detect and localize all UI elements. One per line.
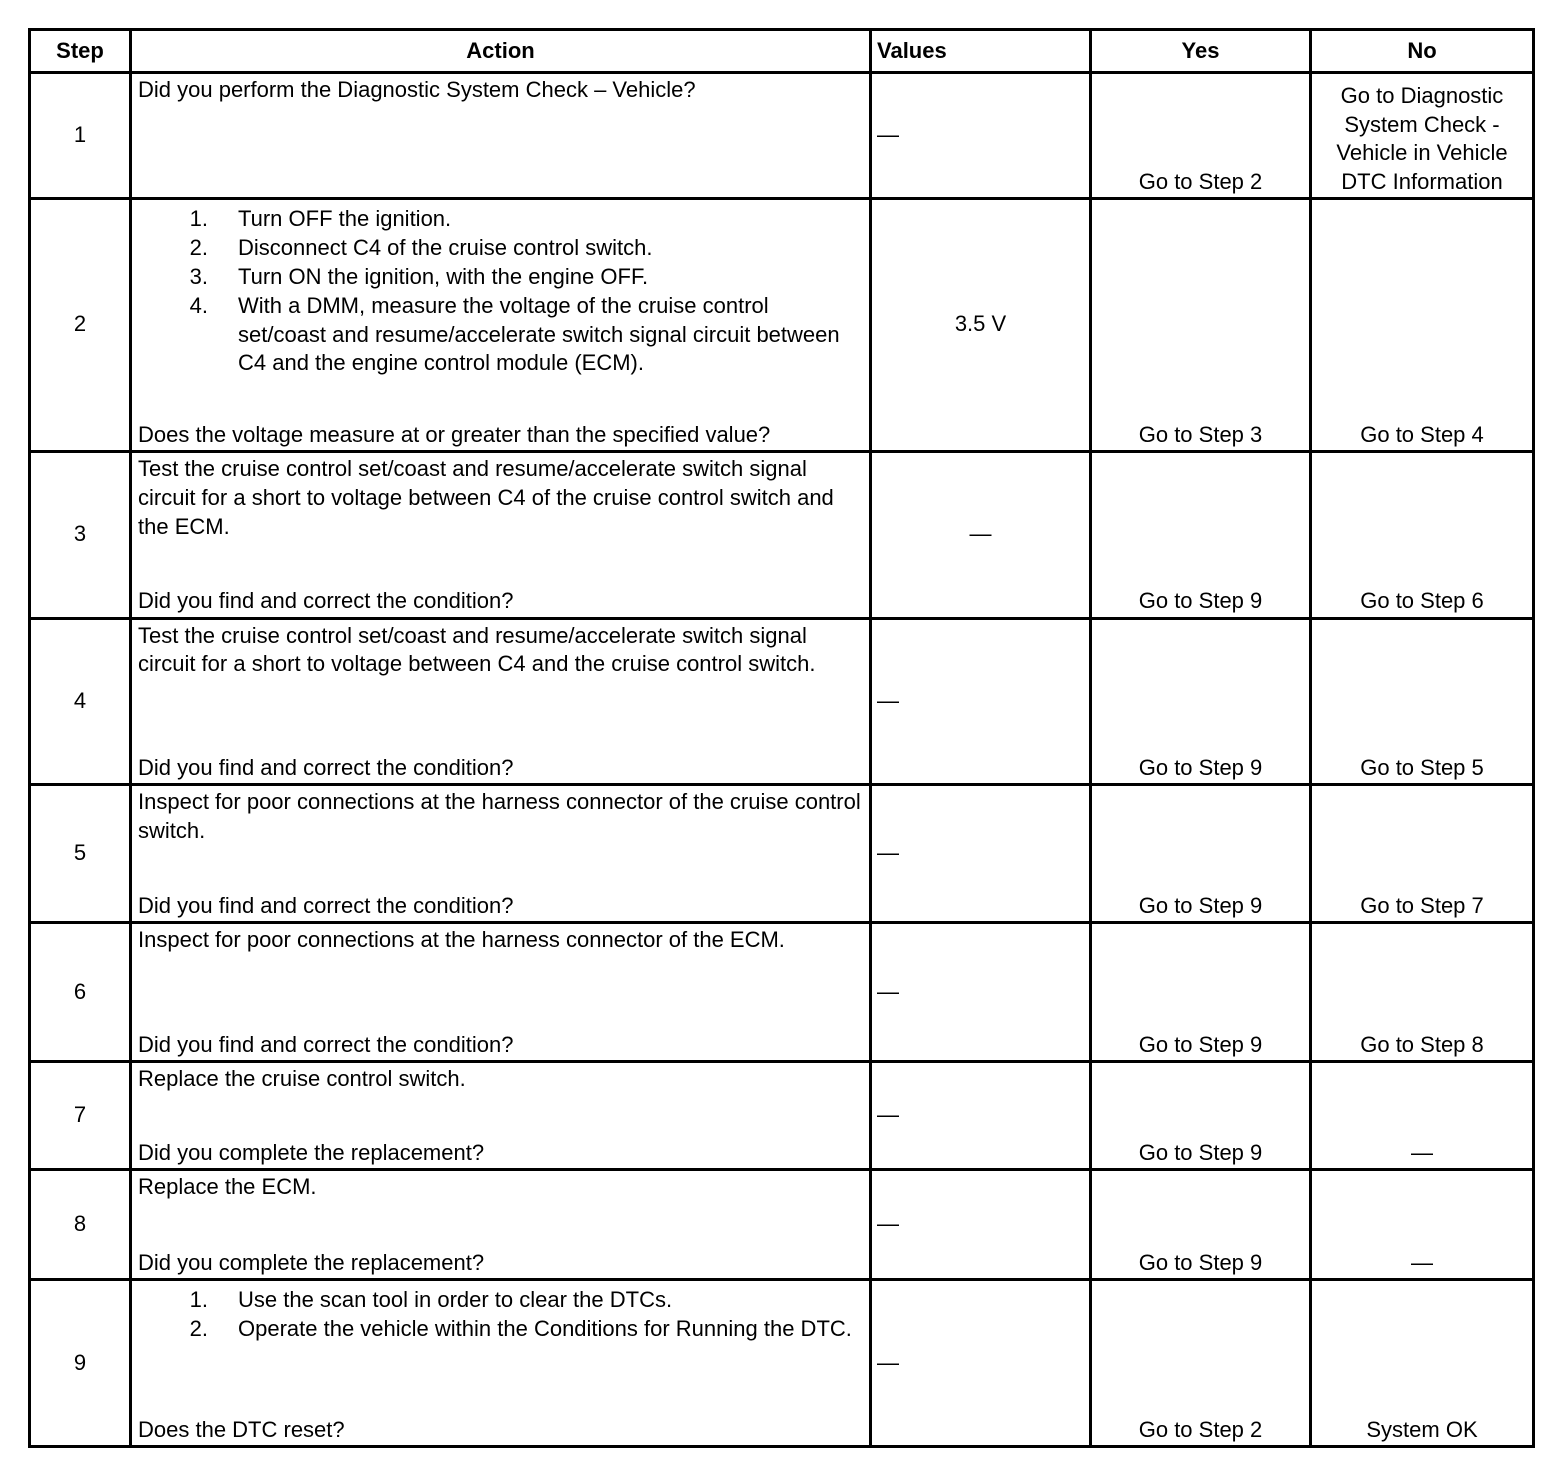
value-text: — [877,1101,899,1127]
step-cell [30,923,131,1061]
action-text: Replace the ECM. [138,1174,317,1200]
no-text: Go to Step 8 [1360,1031,1484,1057]
no-text: Go to Step 5 [1360,754,1484,780]
list-item [138,263,861,292]
no-cell [1311,73,1534,199]
table-row [30,1061,1534,1169]
no-text: Go to Step 4 [1360,421,1484,447]
yes-text: Go to Step 9 [1138,893,1263,919]
yes-cell [1091,73,1311,199]
header-no: No [1311,30,1534,73]
no-text: Go to Step 7 [1360,893,1484,919]
no-cell [1311,923,1534,1061]
list-item [138,1286,861,1315]
header-values: Values [871,30,1091,73]
list-item-number: 4. [189,292,208,318]
no-text: — [1411,1250,1433,1276]
action-text: Test the cruise control set/coast and resume/accelerate switch signal circuit for a short to voltage between C4 of the cruise control switch and the ECM. [138,456,834,539]
value-text: — [877,687,899,713]
no-cell [1311,452,1534,618]
list-item-number: 2. [189,1316,208,1342]
values-cell [871,1061,1091,1169]
header-step: Step [30,30,131,73]
values-cell [871,73,1091,199]
step-number: 9 [73,1349,87,1375]
table-row [30,1170,1534,1280]
list-item-text: Use the scan tool in order to clear the DTCs. [238,1287,673,1313]
action-cell [131,1280,871,1447]
values-cell [871,923,1091,1061]
value-text: — [877,1211,899,1237]
no-text: Go to Step 6 [1360,588,1484,614]
step-number: 1 [73,122,87,148]
value-text: — [969,521,992,547]
action-question: Does the DTC reset? [138,1416,345,1442]
value-text: — [877,840,899,866]
action-text: Inspect for poor connections at the harness connector of the cruise control switch. [138,789,861,843]
action-question: Did you complete the replacement? [138,1250,485,1276]
action-question: Did you complete the replacement? [138,1140,485,1166]
yes-text: Go to Step 3 [1138,421,1263,447]
yes-cell [1091,1061,1311,1169]
table-row [30,923,1534,1061]
no-cell [1311,1061,1534,1169]
step-number: 7 [73,1101,87,1127]
yes-text: Go to Step 9 [1138,588,1263,614]
list-item-number: 1. [189,206,208,232]
action-cell [131,1170,871,1280]
yes-cell [1091,199,1311,452]
action-question: Did you find and correct the condition? [138,893,514,919]
yes-cell [1091,1170,1311,1280]
yes-cell [1091,1280,1311,1447]
value-text: — [877,978,899,1004]
step-number: 6 [73,978,87,1004]
step-cell [30,1170,131,1280]
yes-cell [1091,452,1311,618]
value-text: — [877,1349,899,1375]
list-item-text: Operate the vehicle within the Conditions for Running the DTC. [238,1316,852,1342]
values-cell [871,618,1091,784]
no-cell [1311,199,1534,452]
value-text: 3.5 V [954,311,1007,337]
table-row [30,1280,1534,1447]
action-question: Did you find and correct the condition? [138,1031,514,1057]
values-cell [871,199,1091,452]
table-row [30,618,1534,784]
step-cell [30,73,131,199]
values-cell [871,1280,1091,1447]
header-row [30,30,1534,73]
list-item-number: 3. [189,263,208,289]
list-item [138,1315,861,1344]
action-cell [131,618,871,784]
action-cell [131,199,871,452]
step-cell [30,785,131,923]
yes-cell [1091,785,1311,923]
value-text: — [877,122,899,148]
list-item [138,205,861,234]
step-cell [30,199,131,452]
action-text: Test the cruise control set/coast and resume/accelerate switch signal circuit for a short to voltage between C4 and the cruise control switch. [138,622,816,677]
table-row [30,73,1534,199]
list-item-number: 1. [189,1287,208,1313]
action-question: Did you find and correct the condition? [138,754,514,780]
diagnostic-table [28,28,1535,1448]
list-item-text: Turn OFF the ignition. [238,206,452,232]
step-number: 8 [73,1211,87,1237]
yes-text: Go to Step 9 [1138,1250,1263,1276]
values-cell [871,1170,1091,1280]
header-yes: Yes [1091,30,1311,73]
list-item-number: 2. [189,235,208,261]
step-cell [30,1280,131,1447]
table-row [30,785,1534,923]
yes-text: Go to Step 9 [1138,754,1263,780]
action-cell [131,1061,871,1169]
no-text: Go to Diagnostic System Check - Vehicle in Vehicle DTC Information [1336,82,1508,195]
no-cell [1311,785,1534,923]
no-cell [1311,1170,1534,1280]
action-question: Does the voltage measure at or greater than the specified value? [138,421,771,447]
yes-text: Go to Step 9 [1138,1031,1263,1057]
action-text: Did you perform the Diagnostic System Check – Vehicle? [138,77,696,102]
step-cell [30,1061,131,1169]
no-cell [1311,618,1534,784]
step-cell [30,452,131,618]
action-cell [131,452,871,618]
no-text: — [1411,1140,1433,1166]
table-row [30,199,1534,452]
list-item-text: With a DMM, measure the voltage of the cruise control set/coast and resume/accelerate switch signal circuit between C4 and the engine control module (ECM). [238,292,840,376]
step-number: 2 [73,311,87,337]
action-steps-list [138,1286,861,1344]
action-steps-list [138,205,861,378]
no-cell [1311,1280,1534,1447]
yes-cell [1091,923,1311,1061]
header-action: Action [131,30,871,73]
table-row [30,452,1534,618]
list-item [138,292,861,378]
yes-text: Go to Step 2 [1138,1416,1263,1442]
yes-text: Go to Step 9 [1138,1140,1263,1166]
yes-cell [1091,618,1311,784]
step-number: 5 [73,840,87,866]
no-text: System OK [1366,1416,1478,1442]
step-cell [30,618,131,784]
action-cell [131,73,871,199]
action-question: Did you find and correct the condition? [138,588,514,614]
values-cell [871,452,1091,618]
step-number: 3 [73,521,87,547]
values-cell [871,785,1091,923]
action-text: Replace the cruise control switch. [138,1065,466,1091]
action-cell [131,923,871,1061]
yes-text: Go to Step 2 [1138,169,1263,195]
list-item-text: Disconnect C4 of the cruise control switch. [238,235,653,261]
list-item [138,234,861,263]
list-item-text: Turn ON the ignition, with the engine OFF. [238,263,649,289]
step-number: 4 [73,687,87,713]
action-cell [131,785,871,923]
action-text: Inspect for poor connections at the harness connector of the ECM. [138,927,785,953]
